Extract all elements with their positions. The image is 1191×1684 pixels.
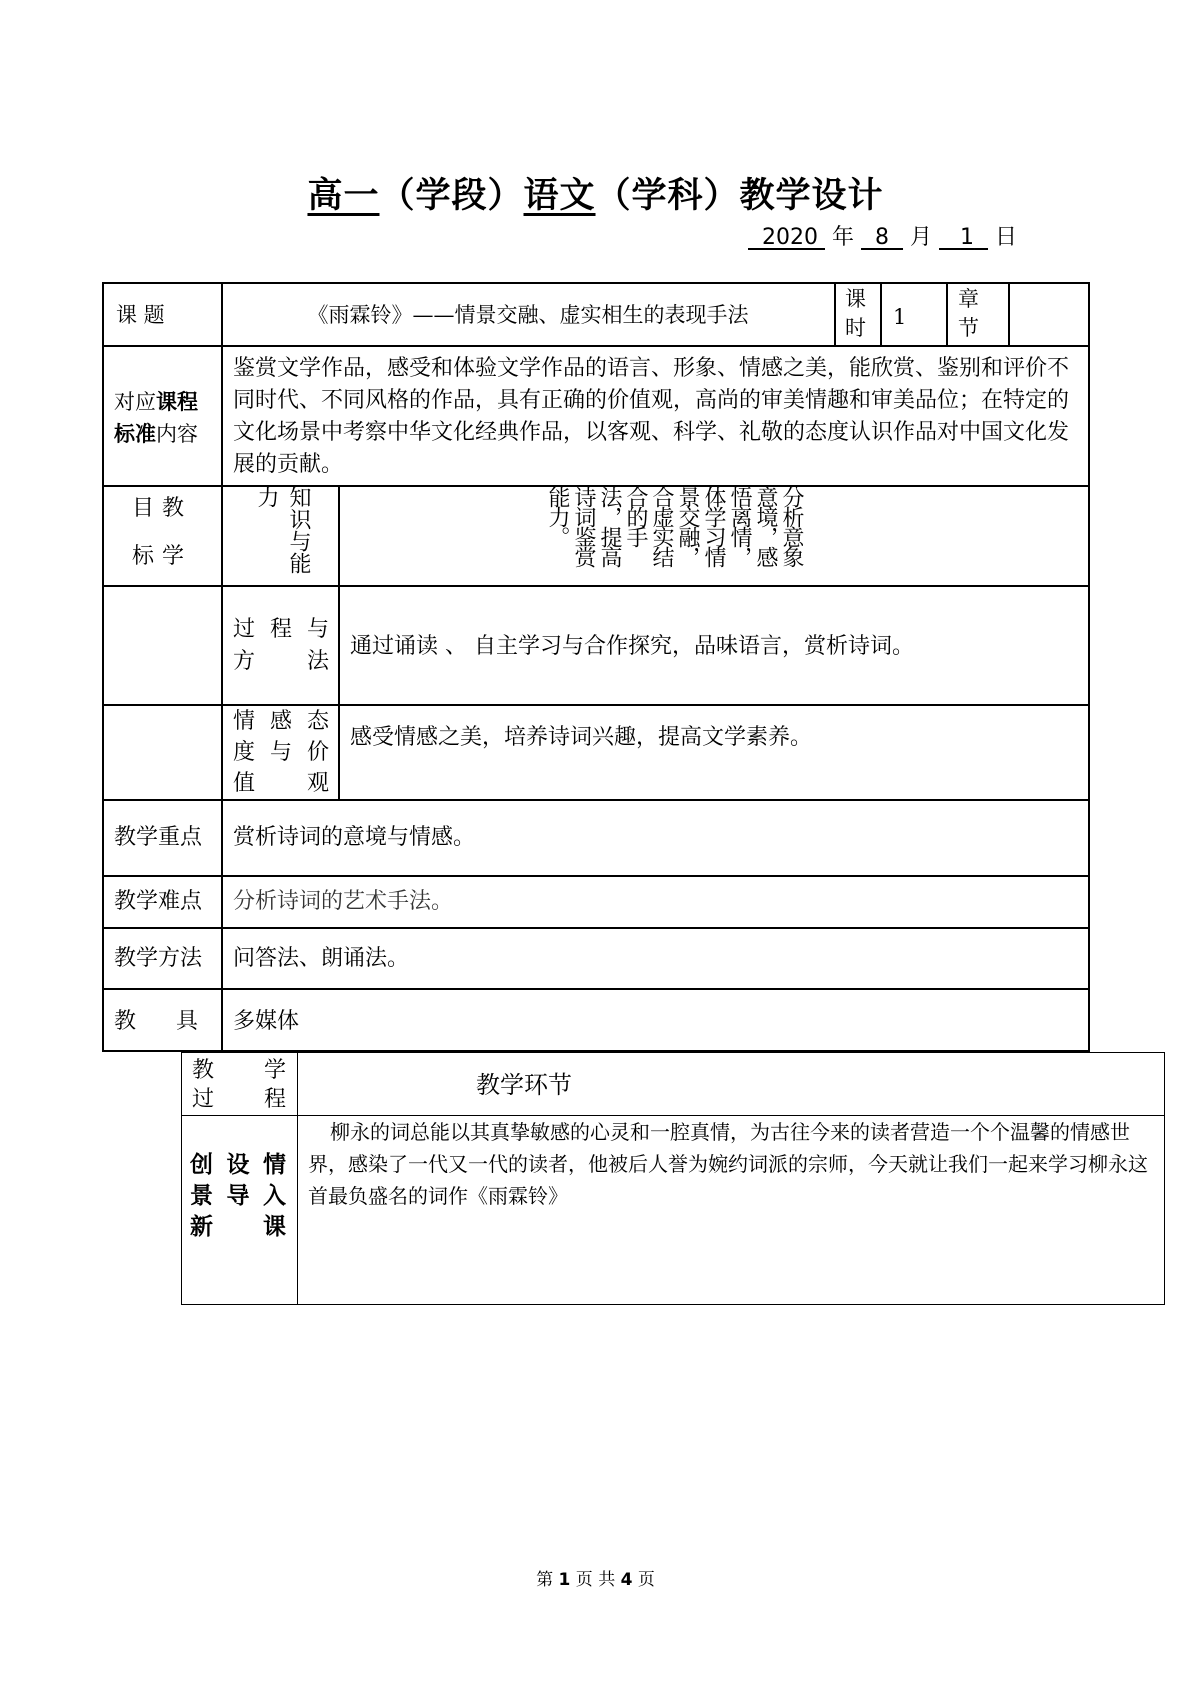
table-border — [102, 282, 104, 1052]
key-label: 教学重点 — [114, 825, 203, 850]
table-border — [102, 927, 1090, 929]
table-border — [1164, 1052, 1165, 1305]
table-border — [102, 282, 1090, 284]
tools-text: 多媒体 — [233, 1009, 300, 1034]
table-border — [181, 1304, 1165, 1305]
table-border — [181, 1052, 1165, 1053]
knowledge-text: 分析意象意境，感悟离情，体学习情景交融，合虚实结合的手法，提高诗词鉴赏能力。 — [545, 486, 804, 566]
chapter-label: 章节 — [958, 287, 979, 340]
table-border — [880, 282, 882, 347]
table-border — [221, 282, 223, 1052]
difficulty-label: 教学难点 — [114, 889, 203, 914]
title-subject-suffix: （学科）教学设计 — [595, 176, 884, 216]
title-grade: 高一 — [307, 176, 380, 216]
intro-label: 创 设 情 景 导 入 新 课 — [190, 1152, 286, 1240]
key-text: 赏析诗词的意境与情感。 — [233, 825, 476, 850]
topic-label: 课 题 — [116, 303, 165, 327]
page-footer: 第 1 页 共 4 页 — [536, 1570, 655, 1590]
process-text: 通过诵读 、 自主学习与合作探究，品味语言，赏析诗词。 — [350, 634, 914, 659]
date-year-unit: 年 — [832, 225, 855, 250]
process-label: 过 程 与 方 法 — [233, 617, 329, 674]
goals-label-top: 目教 — [132, 496, 193, 521]
title-subject: 语文 — [523, 176, 596, 216]
date-month-unit: 月 — [910, 225, 933, 250]
standard-text: 鉴赏文学作品，感受和体验文学作品的语言、形象、情感之美，能欣赏、鉴别和评价不同时代、不同风格的作品，具有正确的价值观，高尚的审美情趣和审美品位；在特定的文化场景中考察中华文化经典作品，以客观、科学、礼敬的态度认识作品对中国文化发展的贡献。 — [233, 356, 1070, 477]
emotion-text: 感受情感之美，培养诗词兴趣，提高文学素养。 — [350, 725, 813, 750]
difficulty-text: 分析诗词的艺术手法。 — [233, 889, 454, 914]
table-border — [338, 485, 340, 801]
date-day: 1 — [960, 225, 975, 250]
table-border — [102, 988, 1090, 990]
page-title — [0, 168, 1191, 218]
emotion-label: 情 感 态 度 与 价 值 观 — [233, 709, 329, 796]
method-text: 问答法、朗诵法。 — [233, 946, 410, 971]
title-grade-suffix: （学段） — [379, 176, 524, 216]
date-line — [748, 220, 1017, 251]
intro-text: 柳永的词总能以其真挚敏感的心灵和一腔真情，为古往今来的读者营造一个个温馨的情感世界，感染了一代又一代的读者，他被后人誉为婉约词派的宗师，今天就让我们一起来学习柳永这首最负盛名的词作《雨霖铃》 — [308, 1120, 1148, 1208]
periods-label: 课时 — [845, 287, 866, 340]
periods-value: 1 — [893, 305, 907, 329]
table-border — [946, 282, 948, 347]
method-label: 教学方法 — [114, 946, 203, 971]
date-month: 8 — [875, 225, 890, 250]
topic-value: 《雨霖铃》——情景交融、虚实相生的表现手法 — [307, 303, 749, 327]
table-border — [1088, 282, 1090, 1052]
date-year: 2020 — [762, 225, 818, 250]
stage-header: 教学环节 — [476, 1071, 572, 1099]
date-day-unit: 日 — [995, 225, 1018, 250]
table-border — [102, 799, 1090, 801]
teaching-process-label: 教 学 过 程 — [192, 1058, 286, 1112]
tools-label: 教 具 — [114, 1009, 198, 1034]
table-border — [102, 875, 1090, 877]
table-border — [834, 282, 836, 347]
table-border — [1008, 282, 1010, 347]
table-border — [297, 1052, 298, 1305]
table-border — [181, 1052, 182, 1305]
table-border — [102, 345, 1090, 347]
goals-label-bottom: 标学 — [132, 544, 193, 569]
standard-label: 对应课程 标准内容 — [114, 389, 198, 446]
knowledge-label: 知识与能力 — [254, 486, 311, 574]
